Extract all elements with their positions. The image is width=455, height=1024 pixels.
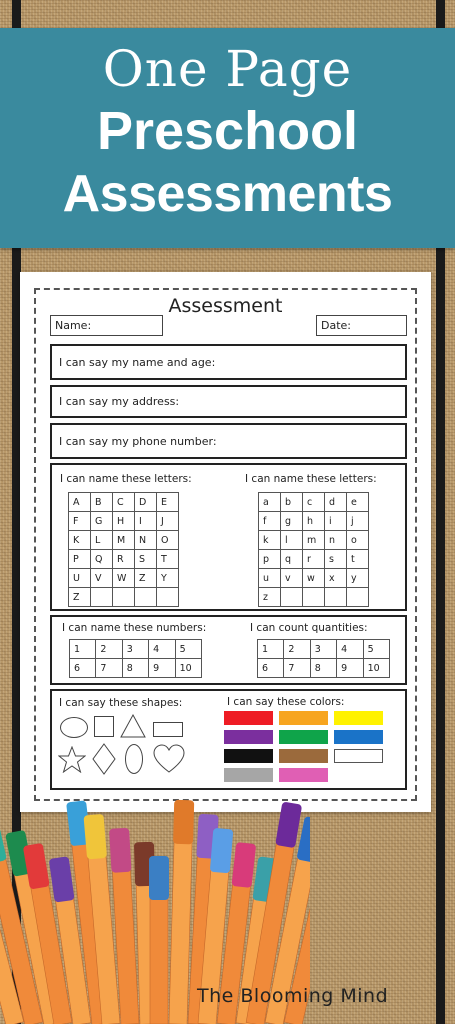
uppercase-letter-cell: R <box>113 550 135 569</box>
number-cell: 8 <box>122 659 148 678</box>
lowercase-letter-cell: o <box>347 531 369 550</box>
lowercase-letter-cell: b <box>281 493 303 512</box>
uppercase-letter-row <box>69 588 179 607</box>
lowercase-label: I can name these letters: <box>245 473 377 485</box>
quantity-cell: 5 <box>363 640 389 659</box>
lowercase-letter-row <box>259 512 369 531</box>
lowercase-letter-row <box>259 531 369 550</box>
quantities-grid <box>257 639 390 678</box>
uppercase-letter-cell: S <box>135 550 157 569</box>
uppercase-letter-grid <box>68 492 179 607</box>
watermark: The Blooming Mind <box>197 985 389 1007</box>
lowercase-letter-row <box>259 569 369 588</box>
color-swatch <box>334 730 383 744</box>
name-age-row: I can say my name and age: <box>50 344 407 380</box>
quantity-row <box>258 659 390 678</box>
lowercase-letter-cell: v <box>281 569 303 588</box>
lowercase-letter-cell: x <box>325 569 347 588</box>
oval-shape <box>60 717 88 738</box>
uppercase-letter-cell: Z <box>135 569 157 588</box>
phone-row: I can say my phone number: <box>50 423 407 459</box>
lowercase-letter-cell <box>347 588 369 607</box>
uppercase-letter-cell: E <box>157 493 179 512</box>
number-cell: 9 <box>149 659 175 678</box>
uppercase-letter-cell: A <box>69 493 91 512</box>
quantities-label: I can count quantities: <box>250 622 368 634</box>
lowercase-letter-cell: u <box>259 569 281 588</box>
assessment-sheet <box>20 272 431 812</box>
lowercase-letter-cell: z <box>259 588 281 607</box>
color-swatch <box>224 730 273 744</box>
uppercase-letter-cell <box>157 588 179 607</box>
number-cell: 3 <box>122 640 148 659</box>
rectangle-shape <box>153 722 183 737</box>
lowercase-letter-cell: a <box>259 493 281 512</box>
lowercase-letter-cell: h <box>303 512 325 531</box>
uppercase-label: I can name these letters: <box>60 473 192 485</box>
lowercase-letter-cell: d <box>325 493 347 512</box>
marker-pen <box>149 856 169 1024</box>
star-shape <box>58 746 86 773</box>
square-shape <box>94 716 114 737</box>
address-row: I can say my address: <box>50 385 407 418</box>
quantity-cell: 8 <box>310 659 336 678</box>
uppercase-letter-cell: J <box>157 512 179 531</box>
banner-line-3: Assessments <box>62 165 393 223</box>
uppercase-letter-cell <box>91 588 113 607</box>
lowercase-letter-cell: w <box>303 569 325 588</box>
uppercase-letter-cell: P <box>69 550 91 569</box>
letters-section <box>50 463 407 611</box>
uppercase-letter-row <box>69 493 179 512</box>
lowercase-letter-row <box>259 588 369 607</box>
color-swatch <box>279 711 328 725</box>
quantity-cell: 1 <box>258 640 284 659</box>
quantity-cell: 3 <box>310 640 336 659</box>
quantity-cell: 6 <box>258 659 284 678</box>
number-row <box>70 640 202 659</box>
lowercase-letter-cell: r <box>303 550 325 569</box>
lowercase-letter-cell: k <box>259 531 281 550</box>
lowercase-letter-cell: g <box>281 512 303 531</box>
uppercase-letter-cell: K <box>69 531 91 550</box>
uppercase-letter-cell: C <box>113 493 135 512</box>
color-swatch <box>334 749 383 763</box>
number-cell: 7 <box>96 659 122 678</box>
triangle-shape <box>120 714 146 738</box>
uppercase-letter-cell: B <box>91 493 113 512</box>
uppercase-letter-cell: W <box>113 569 135 588</box>
lowercase-letter-cell: p <box>259 550 281 569</box>
uppercase-letter-row <box>69 569 179 588</box>
number-cell: 5 <box>175 640 201 659</box>
uppercase-letter-cell: D <box>135 493 157 512</box>
uppercase-letter-cell: L <box>91 531 113 550</box>
lowercase-letter-cell <box>325 588 347 607</box>
date-field: Date: <box>316 315 407 336</box>
quantity-cell: 10 <box>363 659 389 678</box>
number-cell: 1 <box>70 640 96 659</box>
sheet-dashed-border <box>34 288 417 801</box>
uppercase-letter-cell: U <box>69 569 91 588</box>
number-row <box>70 659 202 678</box>
uppercase-letter-cell: H <box>113 512 135 531</box>
lowercase-letter-cell: l <box>281 531 303 550</box>
shapes-label: I can say these shapes: <box>59 697 183 709</box>
lowercase-letter-row <box>259 550 369 569</box>
uppercase-letter-row <box>69 550 179 569</box>
color-swatch <box>224 711 273 725</box>
number-cell: 2 <box>96 640 122 659</box>
numbers-label: I can name these numbers: <box>62 622 207 634</box>
quantity-cell: 4 <box>337 640 363 659</box>
uppercase-letter-cell: N <box>135 531 157 550</box>
lowercase-letter-cell: m <box>303 531 325 550</box>
lowercase-letter-cell <box>303 588 325 607</box>
sheet-title: Assessment <box>168 295 283 317</box>
quantity-cell: 2 <box>284 640 310 659</box>
lowercase-letter-row <box>259 493 369 512</box>
lowercase-letter-cell: y <box>347 569 369 588</box>
uppercase-letter-cell: Z <box>69 588 91 607</box>
color-swatch <box>279 730 328 744</box>
lowercase-letter-cell: i <box>325 512 347 531</box>
lowercase-letter-cell: f <box>259 512 281 531</box>
uppercase-letter-row <box>69 512 179 531</box>
uppercase-letter-cell: Q <box>91 550 113 569</box>
lowercase-letter-grid <box>258 492 369 607</box>
lowercase-letter-cell: q <box>281 550 303 569</box>
uppercase-letter-cell <box>135 588 157 607</box>
quantity-row <box>258 640 390 659</box>
lowercase-letter-cell: c <box>303 493 325 512</box>
name-field: Name: <box>50 315 163 336</box>
uppercase-letter-cell: F <box>69 512 91 531</box>
numbers-grid <box>69 639 202 678</box>
lowercase-letter-cell: s <box>325 550 347 569</box>
uppercase-letter-cell: T <box>157 550 179 569</box>
uppercase-letter-cell <box>113 588 135 607</box>
lowercase-letter-cell: t <box>347 550 369 569</box>
color-swatch <box>334 711 383 725</box>
lowercase-letter-cell: j <box>347 512 369 531</box>
uppercase-letter-cell: Y <box>157 569 179 588</box>
lowercase-letter-cell: e <box>347 493 369 512</box>
color-swatch <box>279 749 328 763</box>
lowercase-letter-cell <box>281 588 303 607</box>
quantity-cell: 9 <box>337 659 363 678</box>
uppercase-letter-cell: G <box>91 512 113 531</box>
banner-line-1: One Page <box>102 40 353 98</box>
number-cell: 10 <box>175 659 201 678</box>
uppercase-letter-cell: M <box>113 531 135 550</box>
uppercase-letter-cell: O <box>157 531 179 550</box>
color-swatch <box>224 749 273 763</box>
banner-line-2: Preschool <box>96 101 359 161</box>
colors-label: I can say these colors: <box>227 696 345 708</box>
number-cell: 6 <box>70 659 96 678</box>
uppercase-letter-cell: V <box>91 569 113 588</box>
numbers-section <box>50 615 407 685</box>
uppercase-letter-row <box>69 531 179 550</box>
number-cell: 4 <box>149 640 175 659</box>
lowercase-letter-cell: n <box>325 531 347 550</box>
uppercase-letter-cell: I <box>135 512 157 531</box>
title-banner <box>0 28 455 248</box>
quantity-cell: 7 <box>284 659 310 678</box>
